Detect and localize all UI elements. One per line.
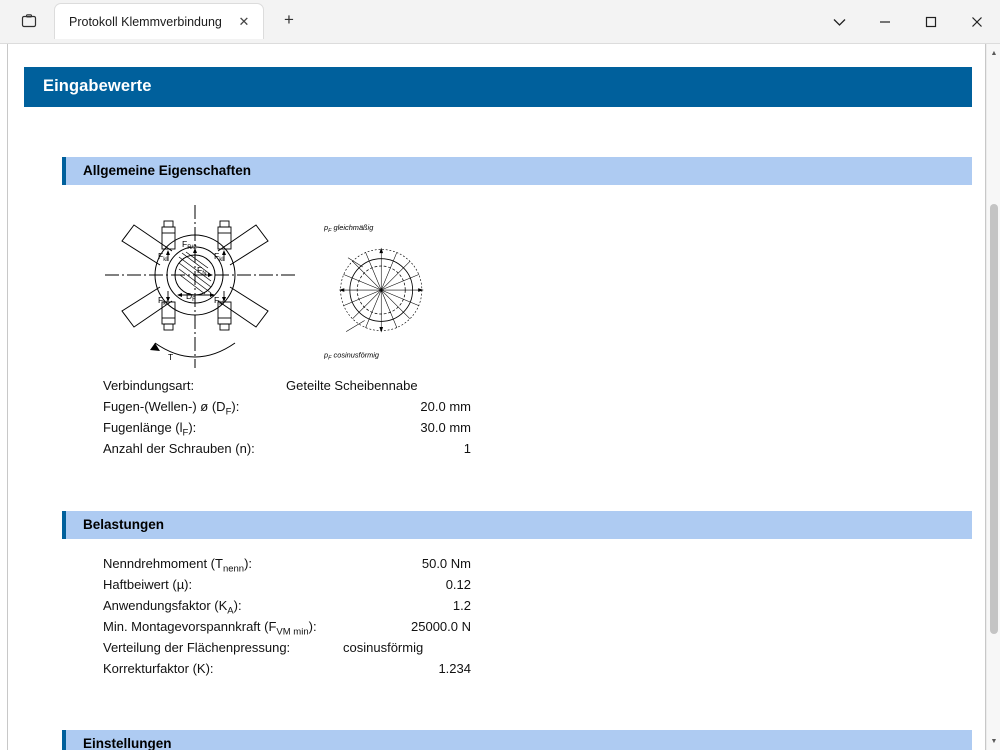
- section-header-belastungen: Belastungen: [62, 511, 972, 539]
- svg-text:Fkl: $F_{kl}$: [158, 295, 168, 307]
- svg-text:DF: $D_F$: [186, 291, 196, 303]
- figure-group: [100, 203, 986, 378]
- tab-overview-icon[interactable]: [10, 5, 48, 37]
- property-label: Min. Montagevorspannkraft $(F_{VM min})$:: [103, 619, 317, 638]
- page-title: Eingabewerte: [24, 67, 972, 107]
- property-value: Geteilte Scheibennabe: [286, 378, 418, 393]
- property-row: [103, 577, 986, 598]
- property-row: [103, 441, 986, 462]
- tab-title: Protokoll Klemmverbindung: [69, 14, 222, 29]
- svg-text:FR/2: $F_{R/2}$: [182, 239, 197, 251]
- scroll-up-icon[interactable]: ▲: [990, 49, 998, 57]
- property-label: Fugen-(Wellen-) ø $(D_F)$:: [103, 399, 240, 418]
- window-titlebar: [0, 0, 1000, 44]
- property-row: [103, 598, 986, 619]
- property-row: [103, 661, 986, 682]
- svg-text:Fkl: $F_{kl}$: [214, 251, 224, 263]
- property-value: 50.0 Nm: [421, 556, 471, 571]
- window-close-button[interactable]: [954, 0, 1000, 44]
- svg-text:pF gleichmäßig: $p_F$ gleichmäßig: [324, 223, 374, 234]
- property-label: Anzahl der Schrauben (n):: [103, 441, 255, 456]
- browser-tab[interactable]: [54, 3, 264, 39]
- properties-belastungen: [103, 556, 986, 682]
- property-value: 20.0 mm: [420, 399, 471, 414]
- property-value: 1.2: [452, 598, 471, 613]
- report-page: [0, 44, 986, 750]
- property-label: Anwendungsfaktor $(K_A)$:: [103, 598, 242, 617]
- property-value: 1: [463, 441, 471, 456]
- chevron-down-icon[interactable]: [816, 0, 862, 44]
- minimize-button[interactable]: [862, 0, 908, 44]
- vertical-scrollbar[interactable]: [986, 44, 1000, 750]
- property-label: Korrekturfaktor (K):: [103, 661, 214, 676]
- close-icon[interactable]: ✕: [238, 14, 250, 29]
- property-value: 30.0 mm: [420, 420, 471, 435]
- svg-text:Fkl: $F_{kl}$: [214, 295, 224, 307]
- svg-text:Fkl: $F_{kl}$: [158, 251, 168, 263]
- property-row: [103, 619, 986, 640]
- section-header-einstellungen: Einstellungen: [62, 730, 972, 750]
- property-row: [103, 556, 986, 577]
- svg-text:pF cosinusförmig: $p_F$ cosinusförmig: [324, 350, 380, 362]
- tabstrip: [0, 0, 304, 43]
- figure-clamp-connection: [100, 203, 300, 378]
- svg-text:T: T: [168, 352, 174, 362]
- section-header-allgemeine-eigenschaften: Allgemeine Eigenschaften: [62, 157, 972, 185]
- svg-text:FN: $F_N$: [197, 265, 207, 277]
- property-label: Fugenlänge $(l_F)$:: [103, 420, 197, 439]
- property-label: Verteilung der Flächenpressung:: [103, 640, 291, 655]
- property-label: Verbindungsart:: [103, 378, 195, 393]
- document-viewport: [0, 44, 1000, 750]
- property-row: [103, 640, 986, 661]
- scroll-down-icon[interactable]: ▼: [990, 737, 998, 745]
- maximize-button[interactable]: [908, 0, 954, 44]
- properties-allgemeine-eigenschaften: [103, 378, 986, 462]
- property-label: Haftbeiwert (µ):: [103, 577, 193, 592]
- property-label: Nenndrehmoment $(T_{nenn})$:: [103, 556, 253, 575]
- figure-pressure-distribution: [324, 203, 444, 378]
- property-row: [103, 420, 986, 441]
- scrollbar-thumb[interactable]: [990, 204, 998, 634]
- property-value: 0.12: [445, 577, 471, 592]
- property-value: 25000.0 N: [411, 619, 471, 634]
- property-row: [103, 378, 986, 399]
- new-tab-button[interactable]: +: [284, 10, 294, 29]
- property-row: [103, 399, 986, 420]
- property-value: cosinusförmig: [343, 640, 424, 655]
- property-value: 1.234: [438, 661, 471, 676]
- window-controls: [816, 0, 1000, 44]
